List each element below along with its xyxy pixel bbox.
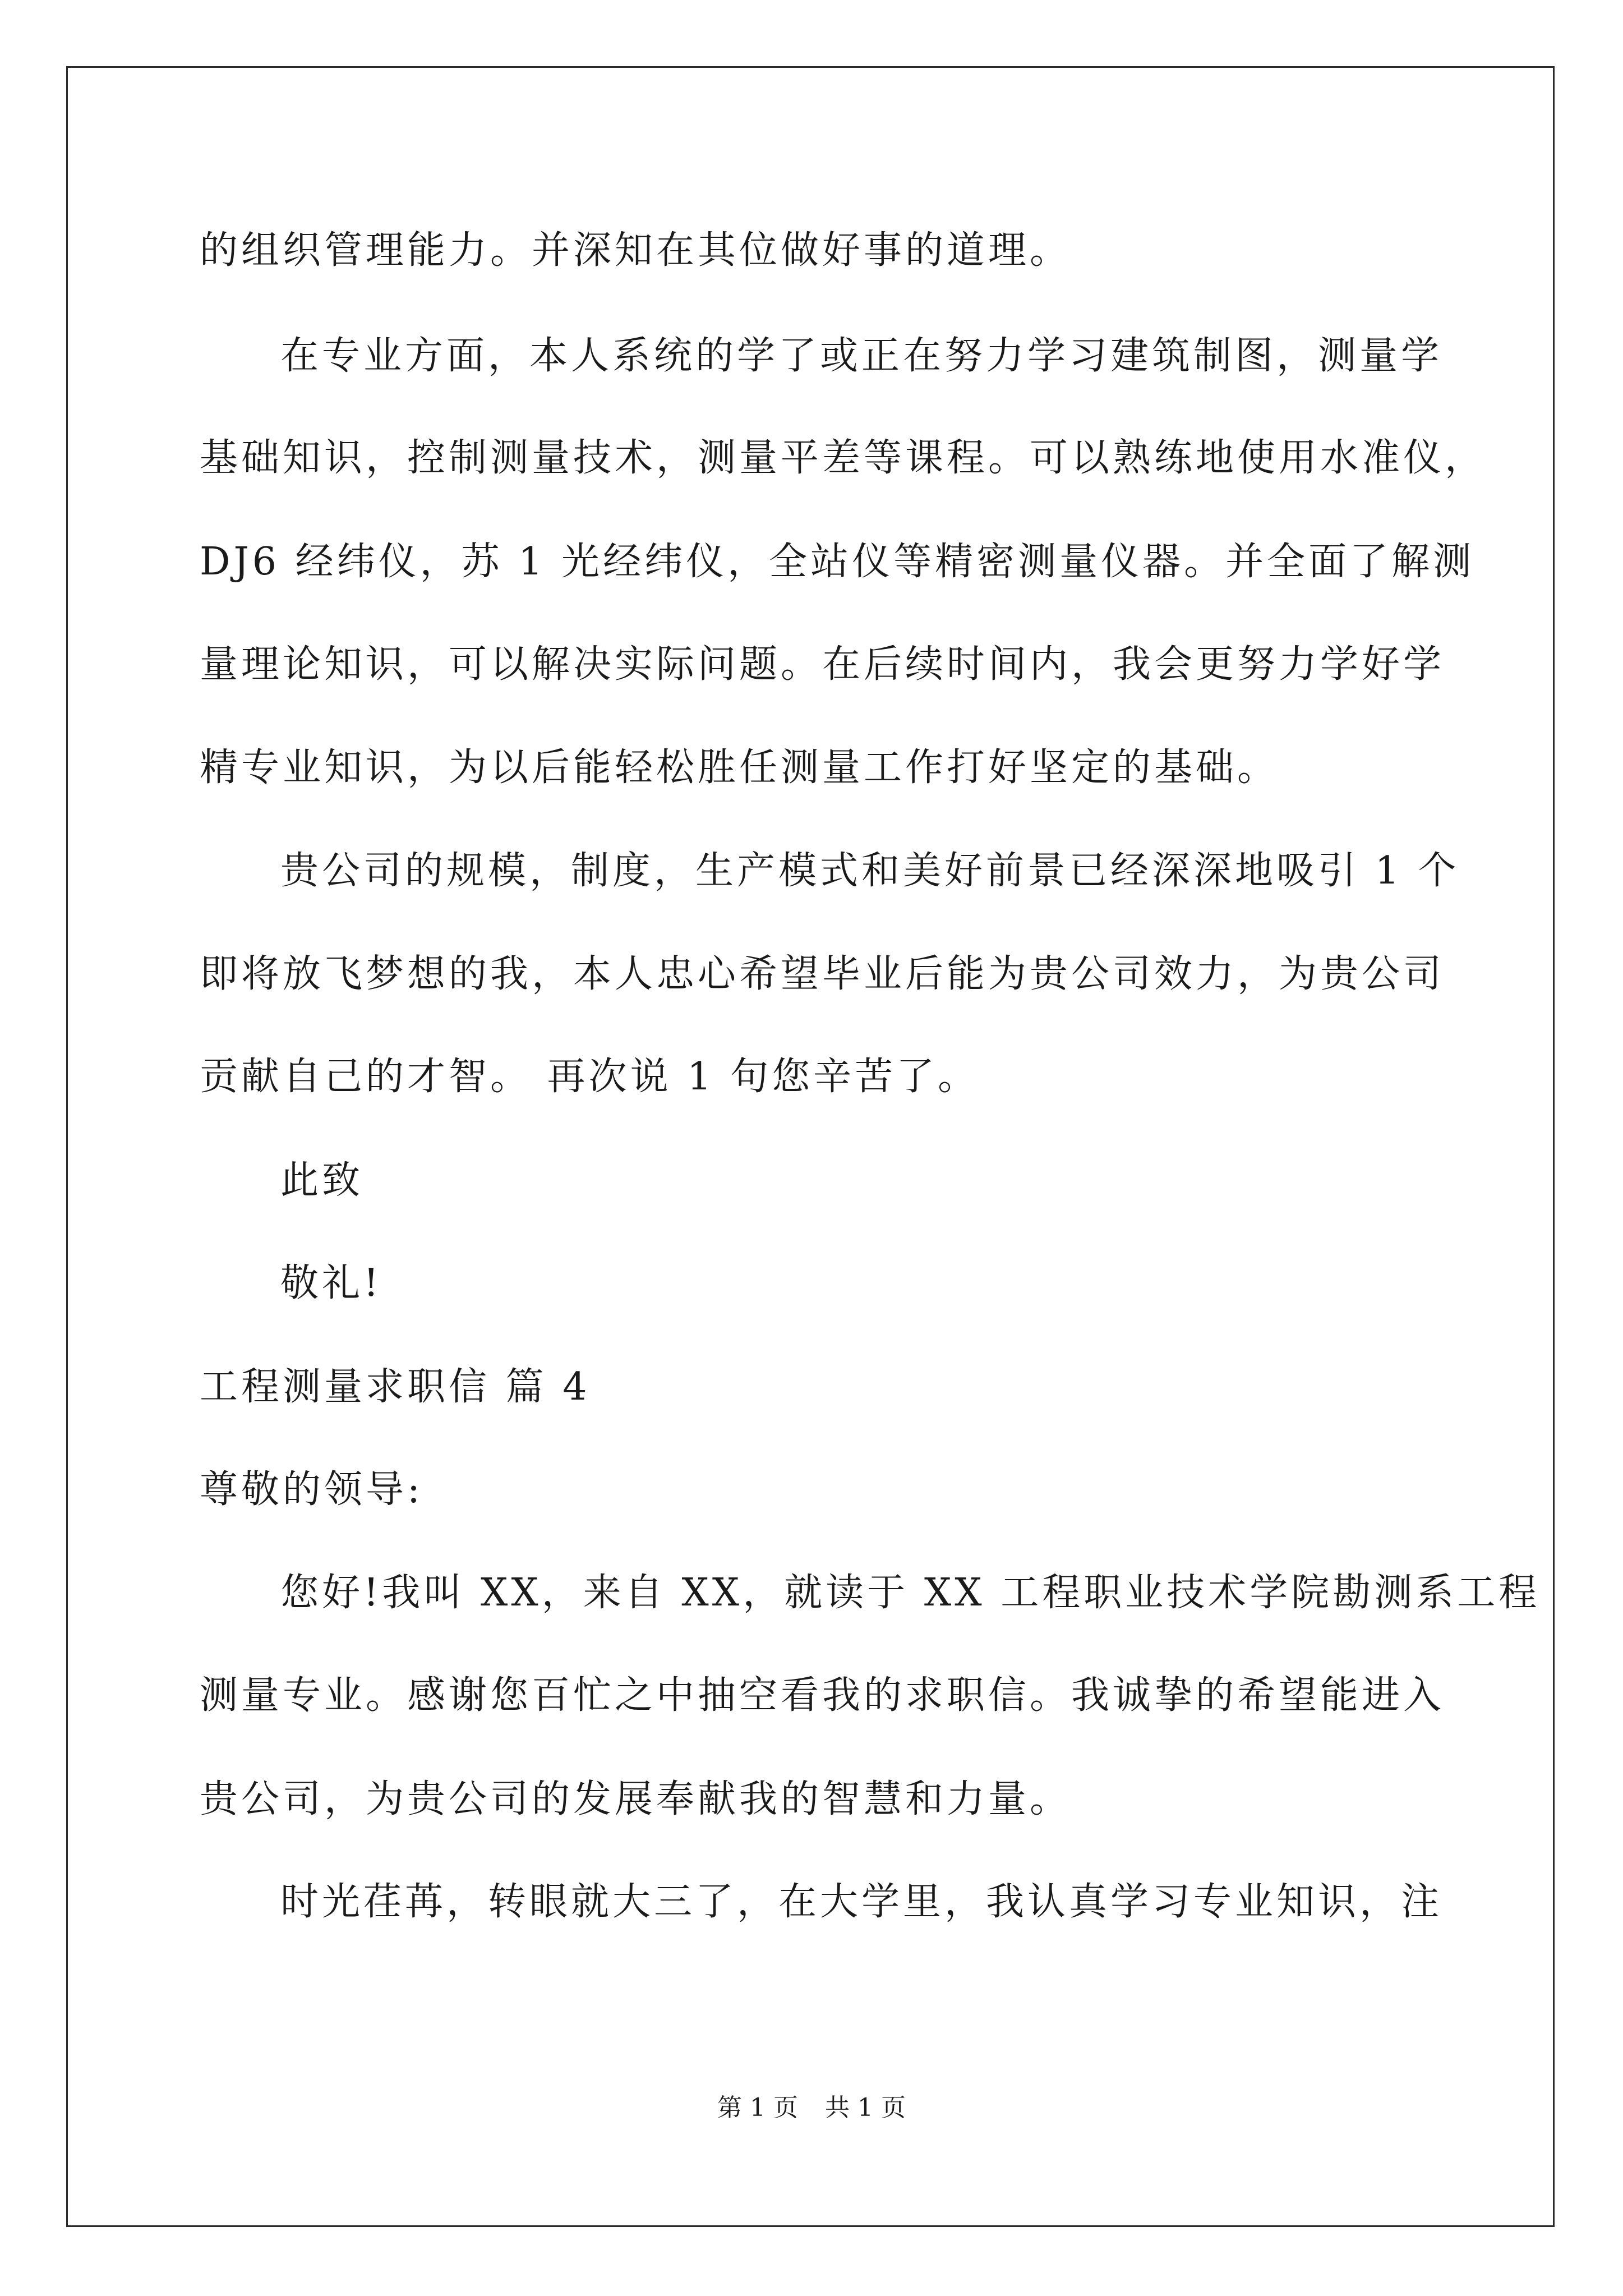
text-line: 贵公司，为贵公司的发展奉献我的智慧和力量。 <box>200 1777 1072 1821</box>
text-line: 精专业知识，为以后能轻松胜任测量工作打好坚定的基础。 <box>200 746 1279 790</box>
text-line: 即将放飞梦想的我，本人忠心希望毕业后能为贵公司效力，为贵公司 <box>200 952 1445 996</box>
text-line: 贡献自己的才智。 再次说 1 句您辛苦了。 <box>200 1055 980 1099</box>
closing-regards: 敬礼! <box>280 1261 382 1305</box>
page-number: 第 1 页 <box>717 2093 798 2122</box>
text-line: DJ6 经纬仪，苏 1 光经纬仪，全站仪等精密测量仪器。并全面了解测 <box>200 540 1475 584</box>
section-heading: 工程测量求职信 篇 4 <box>200 1365 591 1409</box>
paragraph-first-line: 贵公司的规模，制度，生产模式和美好前景已经深深地吸引 1 个 <box>280 849 1460 893</box>
text-line: 的组织管理能力。并深知在其位做好事的道理。 <box>200 228 1072 273</box>
greeting: 尊敬的领导: <box>200 1467 423 1512</box>
page-total: 共 1 页 <box>825 2093 906 2122</box>
paragraph-first-line: 时光荏苒，转眼就大三了，在大学里，我认真学习专业知识，注 <box>280 1880 1443 1924</box>
closing-salutation: 此致 <box>280 1158 364 1203</box>
page-footer <box>0 2091 1623 2125</box>
paragraph-first-line: 您好!我叫 XX，来自 XX，就读于 XX 工程职业技术学院勘测系工程 <box>280 1571 1541 1615</box>
paragraph-first-line: 在专业方面，本人系统的学了或正在努力学习建筑制图，测量学 <box>280 334 1443 378</box>
text-line: 量理论知识，可以解决实际问题。在后续时间内，我会更努力学好学 <box>200 642 1445 687</box>
text-line: 测量专业。感谢您百忙之中抽空看我的求职信。我诚挚的希望能进入 <box>200 1673 1445 1718</box>
text-line: 基础知识，控制测量技术，测量平差等课程。可以熟练地使用水准仪， <box>200 436 1487 480</box>
